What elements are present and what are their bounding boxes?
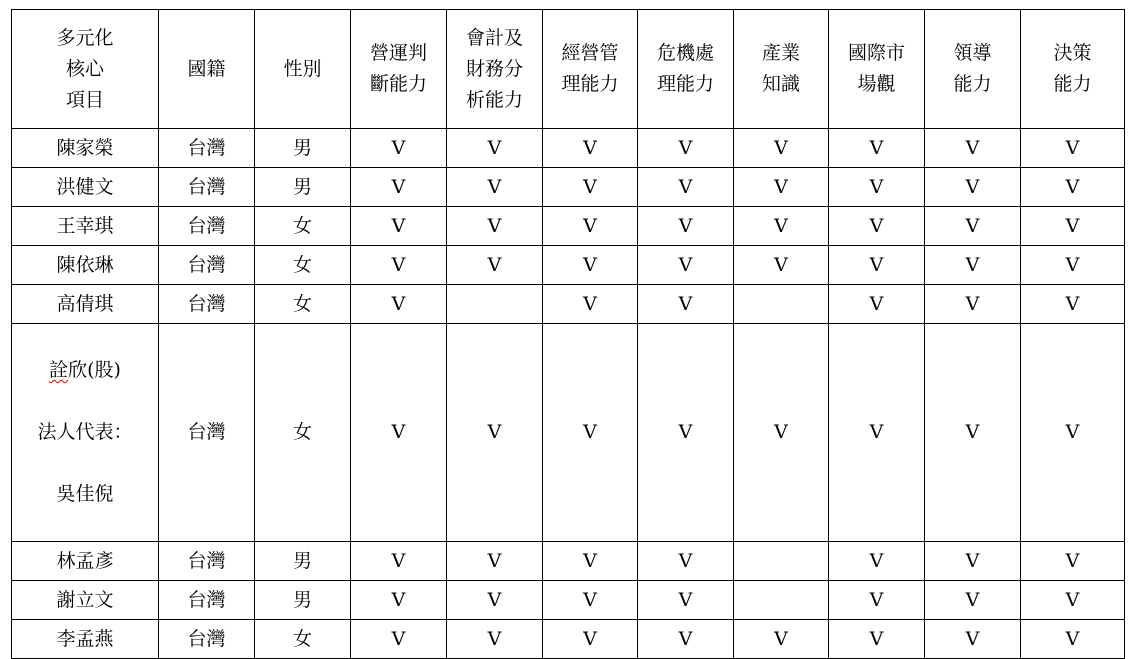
check-cell: V [447, 581, 543, 620]
header-operational-judgment: 營運判 斷能力 [351, 10, 447, 129]
nationality-cell: 台灣 [159, 324, 255, 542]
check-cell: V [829, 285, 925, 324]
check-cell: V [351, 285, 447, 324]
check-cell: V [734, 207, 829, 246]
check-cell: V [351, 620, 447, 659]
check-cell: V [447, 207, 543, 246]
check-cell: V [1021, 285, 1125, 324]
check-cell: V [734, 620, 829, 659]
header-gender: 性別 [255, 10, 351, 129]
nationality-cell: 台灣 [159, 246, 255, 285]
check-cell: V [638, 129, 734, 168]
check-cell: V [1021, 207, 1125, 246]
check-cell: V [829, 168, 925, 207]
spellcheck-squiggle-text: 詮 [49, 359, 69, 381]
director-name: 林孟彥 [12, 542, 159, 581]
check-cell: V [543, 620, 638, 659]
name-line-person: 吳佳倪 [56, 483, 114, 505]
header-international-market: 國際市 場觀 [829, 10, 925, 129]
name-line-title: 法人代表： [37, 421, 133, 443]
nationality-cell: 台灣 [159, 581, 255, 620]
director-name: 王幸琪 [12, 207, 159, 246]
check-cell: V [734, 129, 829, 168]
name-line-company [12, 355, 158, 386]
check-cell: V [1021, 542, 1125, 581]
check-cell: V [734, 246, 829, 285]
gender-cell: 女 [255, 324, 351, 542]
check-cell: V [351, 129, 447, 168]
check-cell: V [351, 246, 447, 285]
table-row [12, 620, 1125, 659]
nationality-cell: 台灣 [159, 542, 255, 581]
check-cell: V [829, 324, 925, 542]
check-cell [734, 581, 829, 620]
check-cell: V [829, 246, 925, 285]
check-cell: V [638, 285, 734, 324]
check-cell: V [543, 246, 638, 285]
header-nationality: 國籍 [159, 10, 255, 129]
gender-cell: 女 [255, 246, 351, 285]
header-leadership: 領導 能力 [925, 10, 1021, 129]
check-cell: V [447, 246, 543, 285]
name-line-company-rest: 欣(股) [68, 359, 121, 381]
check-cell: V [925, 246, 1021, 285]
gender-cell: 男 [255, 581, 351, 620]
check-cell: V [925, 168, 1021, 207]
check-cell: V [925, 581, 1021, 620]
check-cell: V [543, 129, 638, 168]
check-cell: V [829, 542, 925, 581]
check-cell [734, 285, 829, 324]
check-cell: V [1021, 168, 1125, 207]
header-management: 經營管 理能力 [543, 10, 638, 129]
header-industry-knowledge: 產業 知識 [734, 10, 829, 129]
check-cell [734, 542, 829, 581]
check-cell: V [351, 168, 447, 207]
gender-cell: 女 [255, 285, 351, 324]
check-cell: V [351, 324, 447, 542]
director-name [12, 324, 159, 542]
table-row [12, 581, 1125, 620]
director-name: 陳家榮 [12, 129, 159, 168]
table-row [12, 207, 1125, 246]
check-cell: V [1021, 129, 1125, 168]
check-cell: V [447, 129, 543, 168]
check-cell: V [829, 129, 925, 168]
table-row [12, 285, 1125, 324]
director-name: 洪健文 [12, 168, 159, 207]
check-cell: V [351, 542, 447, 581]
check-cell: V [543, 324, 638, 542]
gender-cell: 男 [255, 542, 351, 581]
gender-cell: 女 [255, 207, 351, 246]
check-cell: V [351, 581, 447, 620]
check-cell: V [447, 620, 543, 659]
check-cell: V [638, 620, 734, 659]
table-row [12, 324, 1125, 542]
check-cell: V [543, 207, 638, 246]
check-cell: V [543, 168, 638, 207]
gender-cell: 男 [255, 129, 351, 168]
check-cell: V [925, 620, 1021, 659]
check-cell: V [543, 285, 638, 324]
table-row [12, 168, 1125, 207]
check-cell: V [925, 324, 1021, 542]
check-cell: V [638, 168, 734, 207]
table-row [12, 542, 1125, 581]
check-cell: V [447, 168, 543, 207]
director-name: 陳依琳 [12, 246, 159, 285]
table-row [12, 129, 1125, 168]
check-cell: V [1021, 324, 1125, 542]
header-accounting-finance: 會計及 財務分 析能力 [447, 10, 543, 129]
check-cell: V [925, 129, 1021, 168]
check-cell: V [1021, 581, 1125, 620]
director-name: 高倩琪 [12, 285, 159, 324]
header-crisis-management: 危機處 理能力 [638, 10, 734, 129]
check-cell: V [638, 581, 734, 620]
gender-cell: 女 [255, 620, 351, 659]
check-cell: V [829, 581, 925, 620]
header-decision-making: 決策 能力 [1021, 10, 1125, 129]
nationality-cell: 台灣 [159, 620, 255, 659]
nationality-cell: 台灣 [159, 129, 255, 168]
director-name: 謝立文 [12, 581, 159, 620]
check-cell: V [638, 246, 734, 285]
check-cell: V [638, 324, 734, 542]
check-cell: V [925, 542, 1021, 581]
nationality-cell: 台灣 [159, 168, 255, 207]
board-diversity-table [11, 9, 1125, 659]
table-row [12, 246, 1125, 285]
check-cell: V [447, 542, 543, 581]
check-cell: V [638, 542, 734, 581]
check-cell: V [543, 581, 638, 620]
nationality-cell: 台灣 [159, 285, 255, 324]
check-cell: V [1021, 246, 1125, 285]
check-cell: V [734, 324, 829, 542]
check-cell: V [734, 168, 829, 207]
check-cell: V [543, 542, 638, 581]
header-row [12, 10, 1125, 129]
check-cell: V [351, 207, 447, 246]
check-cell: V [925, 285, 1021, 324]
check-cell: V [447, 324, 543, 542]
gender-cell: 男 [255, 168, 351, 207]
check-cell: V [829, 207, 925, 246]
check-cell: V [829, 620, 925, 659]
director-name: 李孟燕 [12, 620, 159, 659]
check-cell: V [1021, 620, 1125, 659]
check-cell [447, 285, 543, 324]
check-cell: V [638, 207, 734, 246]
header-diversity-item: 多元化 核心 項目 [12, 10, 159, 129]
check-cell: V [925, 207, 1021, 246]
nationality-cell: 台灣 [159, 207, 255, 246]
